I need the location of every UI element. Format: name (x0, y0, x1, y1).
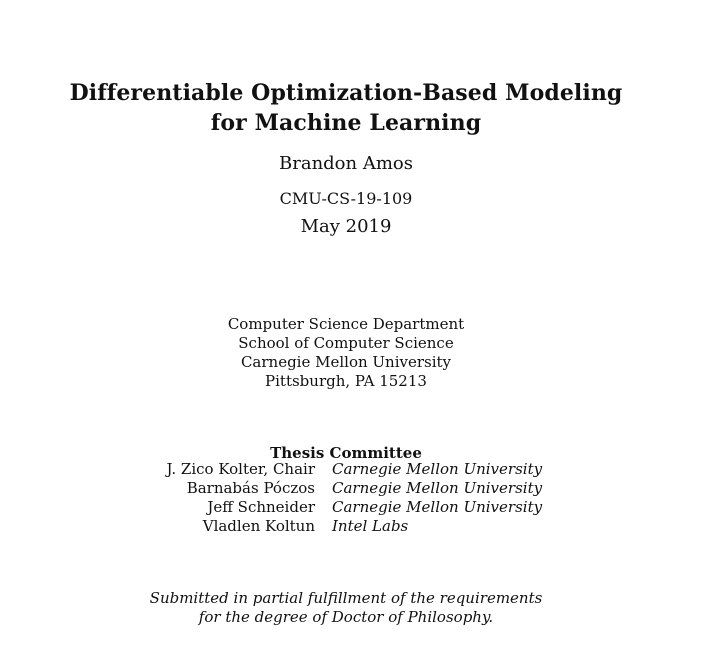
submission-statement-line-1: Submitted in partial fulfillment of the requirements (149, 589, 543, 607)
committee-member (0, 479, 714, 498)
committee-member (0, 498, 714, 517)
committee-member-name: Jeff Schneider (207, 498, 315, 516)
committee-member (0, 460, 714, 479)
committee-member-name: Vladlen Koltun (202, 517, 315, 535)
address-line-school: School of Computer Science (238, 334, 454, 352)
committee-member (0, 517, 714, 536)
committee-member-name: J. Zico Kolter, Chair (166, 460, 315, 478)
publication-date: May 2019 (300, 216, 392, 237)
committee-member-affiliation: Carnegie Mellon University (332, 479, 543, 497)
committee-member-affiliation: Carnegie Mellon University (332, 460, 543, 478)
committee-member-affiliation: Carnegie Mellon University (332, 498, 543, 516)
committee-member-affiliation: Intel Labs (332, 517, 409, 535)
address-line-university: Carnegie Mellon University (240, 353, 452, 371)
address-line-department: Computer Science Department (227, 315, 465, 333)
author-name: Brandon Amos (279, 153, 413, 174)
submission-statement-line-2: for the degree of Doctor of Philosophy. (198, 608, 494, 626)
report-number: CMU-CS-19-109 (279, 189, 413, 208)
committee-heading: Thesis Committee (270, 444, 422, 462)
title-line-2: for Machine Learning (210, 110, 482, 136)
committee-member-name: Barnabás Póczos (186, 479, 315, 497)
address-line-city: Pittsburgh, PA 15213 (265, 372, 427, 390)
title-line-1: Differentiable Optimization-Based Modeling (69, 80, 623, 106)
